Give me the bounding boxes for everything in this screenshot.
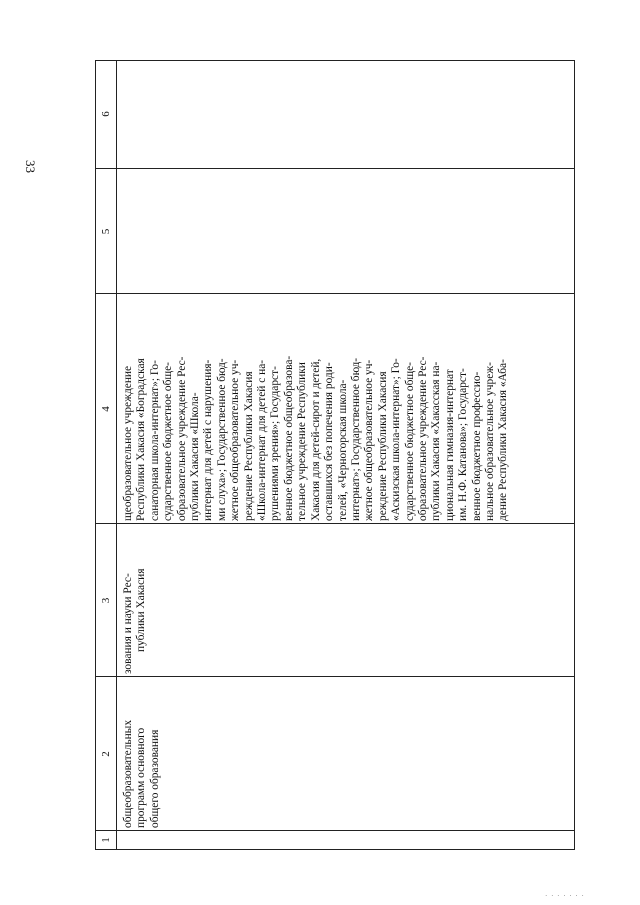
rotated-page-content — [95, 60, 575, 850]
text-line: сударственное бюджетное обще- — [403, 362, 416, 521]
header-separator — [116, 61, 117, 849]
text-line: тельное учреждение Республики — [296, 362, 309, 521]
cell-col-2 — [122, 677, 162, 831]
text-line: Республики Хакасия «Боградская — [135, 358, 148, 521]
column-divider — [96, 676, 574, 677]
header-col-5: 5 — [100, 228, 112, 235]
text-line: зования и науки Рес- — [122, 573, 134, 674]
text-line: рушениями зрения»; Государст- — [269, 366, 282, 521]
text-line: ми слуха»; Государственное бюд- — [215, 358, 228, 521]
text-line: образовательное учреждение Рес- — [416, 356, 429, 521]
text-line: публики Хакасия — [135, 568, 148, 652]
text-line: жетное общеобразовательное уч- — [229, 359, 242, 521]
text-line: циональная гимназия-интернат — [443, 369, 456, 521]
text-line: общего образования — [148, 729, 161, 828]
text-line: общеобразовательных — [122, 719, 134, 828]
text-line: венное бюджетное профессио- — [470, 371, 483, 521]
header-col-6: 6 — [100, 111, 112, 117]
text-line: венное бюджетное общеобразова- — [282, 355, 295, 521]
data-table — [95, 60, 575, 850]
text-line: «Аскизская школа-интернат»; Го- — [390, 358, 403, 521]
column-divider — [96, 168, 574, 169]
text-line: оставшихся без попечения роди- — [323, 362, 336, 521]
text-line: сударственное бюджетное обще- — [162, 362, 175, 521]
text-line: им. Н.Ф. Катанова»; Государст- — [457, 368, 470, 521]
text-line: публики Хакасия «Хакасская на- — [430, 361, 443, 521]
text-line: образовательное учреждение Рес- — [175, 356, 188, 521]
header-col-2: 2 — [100, 751, 112, 757]
cell-col-3 — [122, 524, 149, 677]
text-line: реждение Республики Хакасия — [376, 371, 389, 521]
text-line: «Школа-интернат для детей с на- — [256, 359, 269, 521]
scan-artifact-dots: · · · · · · · — [545, 892, 585, 900]
text-line: Хакасия для детей-сирот и детей, — [309, 358, 322, 521]
header-col-1: 1 — [100, 837, 112, 843]
text-line: интернат»; Государственное бюд- — [349, 357, 362, 521]
text-line: телей, «Черногорская школа- — [336, 379, 349, 521]
text-line: нальное образовательное учреж- — [483, 362, 496, 521]
header-col-4: 4 — [100, 406, 112, 412]
header-col-3: 3 — [100, 597, 112, 604]
text-line: интернат для детей с нарушения- — [202, 359, 215, 521]
text-line: жетное общеобразовательное уч- — [363, 359, 376, 521]
text-line: щеобразовательное учреждение — [122, 365, 134, 521]
text-line: дение Республики Хакасия «Аба- — [497, 359, 510, 521]
column-divider — [96, 830, 574, 831]
cell-col-4 — [122, 294, 511, 524]
text-line: санаторная школа-интернат»; Го- — [148, 360, 161, 521]
text-line: программ основного — [135, 727, 148, 828]
text-line: реждение Республики Хакасия — [242, 371, 255, 521]
text-line: публики Хакасия «Школа- — [189, 392, 202, 521]
page-number: 33 — [23, 160, 38, 173]
